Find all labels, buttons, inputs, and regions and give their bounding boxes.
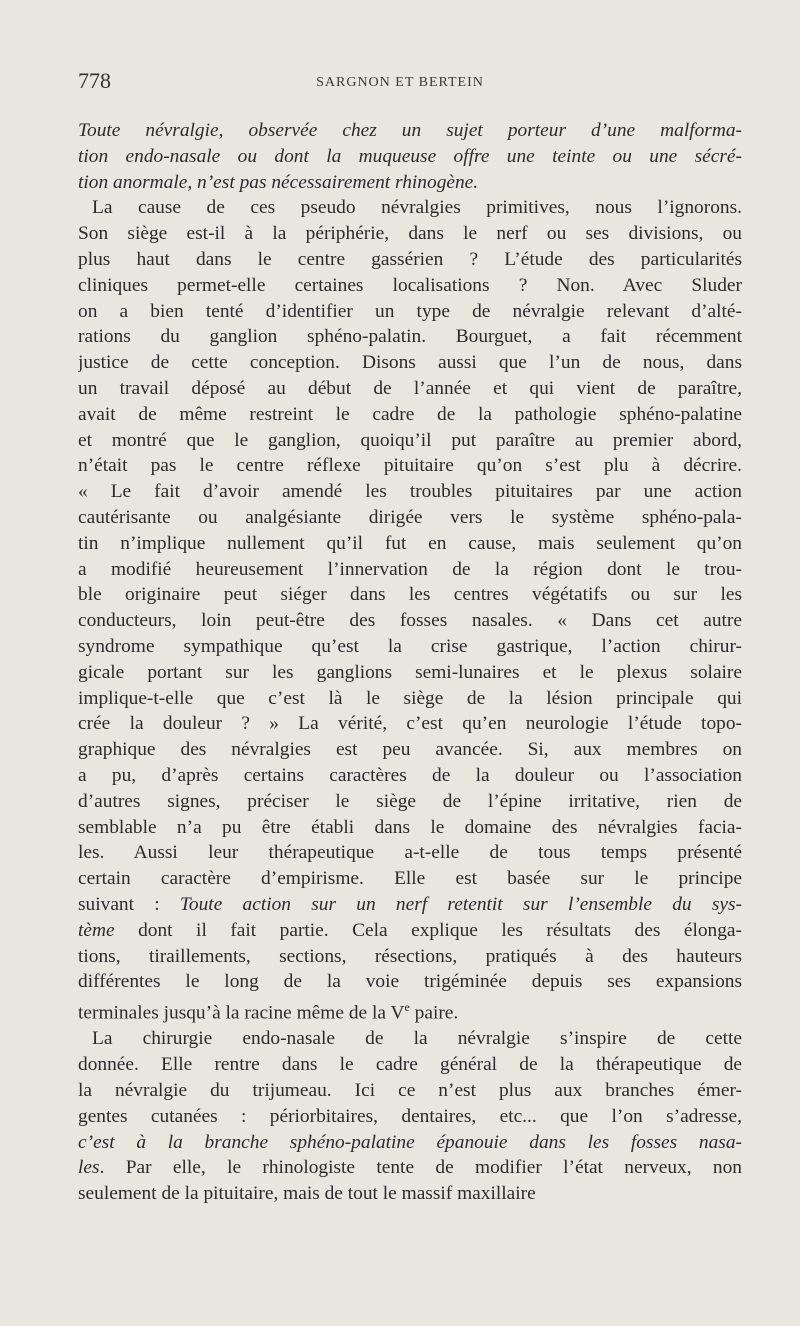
text-line: crée la douleur ? » La vérité, c’est qu’en neurologie l’étude topo- bbox=[78, 713, 742, 735]
text-line: « Le fait d’avoir amendé les troubles pituitaires par une action bbox=[78, 481, 742, 503]
text-line: certain caractère d’empirisme. Elle est basée sur le principe bbox=[78, 868, 742, 890]
text-line: et montré que le ganglion, quoiqu’il put paraître au premier abord, bbox=[78, 429, 742, 451]
text-line: Son siège est-il à la périphérie, dans le nerf ou ses divisions, ou bbox=[78, 223, 742, 245]
text-run: dont il fait partie. Cela explique les résultats des élonga- bbox=[114, 919, 742, 941]
text-run: terminales jusqu’à la racine même de la V bbox=[78, 1002, 405, 1024]
text-run-italic: les bbox=[78, 1157, 100, 1179]
text-line: seulement de la pituitaire, mais de tout le massif maxillaire bbox=[78, 1183, 536, 1205]
text-line: c’est à la branche sphéno-palatine épanouie dans les fosses nasa- bbox=[78, 1131, 742, 1153]
text-line: d’autres signes, préciser le siège de l’épine irritative, rien de bbox=[78, 790, 742, 812]
text-line: gentes cutanées : périorbitaires, dentaires, etc... que l’on s’adresse, bbox=[78, 1105, 742, 1127]
text-line: conducteurs, loin peut-être des fosses nasales. « Dans cet autre bbox=[78, 610, 742, 632]
text-run-italic: Toute action sur un nerf retentit sur l’ensemble du sys- bbox=[179, 893, 742, 915]
text-line: cliniques permet-elle certaines localisations ? Non. Avec Sluder bbox=[78, 274, 742, 296]
text-line: avait de même restreint le cadre de la pathologie sphéno-palatine bbox=[78, 403, 742, 425]
text-line: Toute névralgie, observée chez un sujet porteur d’une malforma- bbox=[78, 120, 742, 141]
text-line: donnée. Elle rentre dans le cadre général de la thérapeutique de bbox=[78, 1054, 742, 1076]
text-run: paire. bbox=[409, 1002, 459, 1024]
text-line: la névralgie du trijumeau. Ici ce n’est plus aux branches émer- bbox=[78, 1079, 742, 1101]
running-head: SARGNON ET BERTEIN bbox=[316, 75, 484, 90]
text-line: gicale portant sur les ganglions semi-lunaires et le plexus solaire bbox=[78, 661, 742, 683]
text-line: cautérisante ou analgésiante dirigée vers le système sphéno-pala- bbox=[78, 506, 742, 528]
page-header bbox=[78, 68, 722, 98]
text-line: La cause de ces pseudo névralgies primitives, nous l’ignorons. bbox=[92, 197, 742, 219]
paragraph-3 bbox=[78, 1026, 742, 1207]
text-line: on a bien tenté d’identifier un type de névralgie relevant d’alté- bbox=[78, 300, 742, 322]
text-line bbox=[78, 918, 742, 944]
text-line: ble originaire peut siéger dans les centres végétatifs ou sur les bbox=[78, 584, 742, 606]
text-line: un travail déposé au début de l’année et qui vient de paraître, bbox=[78, 377, 742, 399]
text-line: plus haut dans le centre gassérien ? L’étude des particularités bbox=[78, 248, 742, 270]
paragraph-1 bbox=[78, 118, 742, 195]
superscript: e bbox=[404, 1000, 410, 1015]
text-line: syndrome sympathique qu’est la crise gastrique, l’action chirur- bbox=[78, 635, 742, 657]
text-line: La chirurgie endo-nasale de la névralgie s’inspire de cette bbox=[92, 1028, 742, 1050]
text-line: graphique des névralgies est peu avancée. Si, aux membres on bbox=[78, 739, 742, 761]
text-run: suivant : bbox=[78, 893, 180, 915]
text-line: les. Aussi leur thérapeutique a-t-elle de tous temps présenté bbox=[78, 842, 742, 864]
text-line: tions, tiraillements, sections, résections, pratiqués à des hauteurs bbox=[78, 945, 742, 967]
text-line: implique-t-elle que c’est là le siège de la lésion principale qui bbox=[78, 687, 742, 709]
text-line bbox=[78, 995, 742, 1026]
text-line: tion endo-nasale ou dont la muqueuse offre une teinte ou une sécré- bbox=[78, 145, 742, 167]
text-line: a modifié heureusement l’innervation de la région dont le trou- bbox=[78, 558, 742, 580]
text-line: a pu, d’après certains caractères de la douleur ou l’association bbox=[78, 764, 742, 786]
text-line: tin n’implique nullement qu’il fut en cause, mais seulement qu’on bbox=[78, 532, 742, 554]
text-line bbox=[78, 1155, 742, 1181]
text-line bbox=[78, 892, 742, 918]
text-run: . Par elle, le rhinologiste tente de modifier l’état nerveux, non bbox=[99, 1157, 742, 1179]
text-run-italic: tème bbox=[78, 919, 115, 941]
text-line: justice de cette conception. Disons aussi que l’un de nous, dans bbox=[78, 352, 742, 374]
paragraph-2 bbox=[78, 195, 742, 1026]
text-line: n’était pas le centre réflexe pituitaire qu’on s’est plu à décrire. bbox=[78, 455, 742, 477]
body-text bbox=[78, 118, 742, 1207]
text-line: différentes le long de la voie trigéminée depuis ses expansions bbox=[78, 971, 742, 993]
page-number: 778 bbox=[78, 68, 111, 93]
text-line: rations du ganglion sphéno-palatin. Bourguet, a fait récemment bbox=[78, 326, 742, 348]
text-line: tion anormale, n’est pas nécessairement rhinogène. bbox=[78, 171, 479, 193]
text-line: semblable n’a pu être établi dans le domaine des névralgies facia- bbox=[78, 816, 742, 838]
